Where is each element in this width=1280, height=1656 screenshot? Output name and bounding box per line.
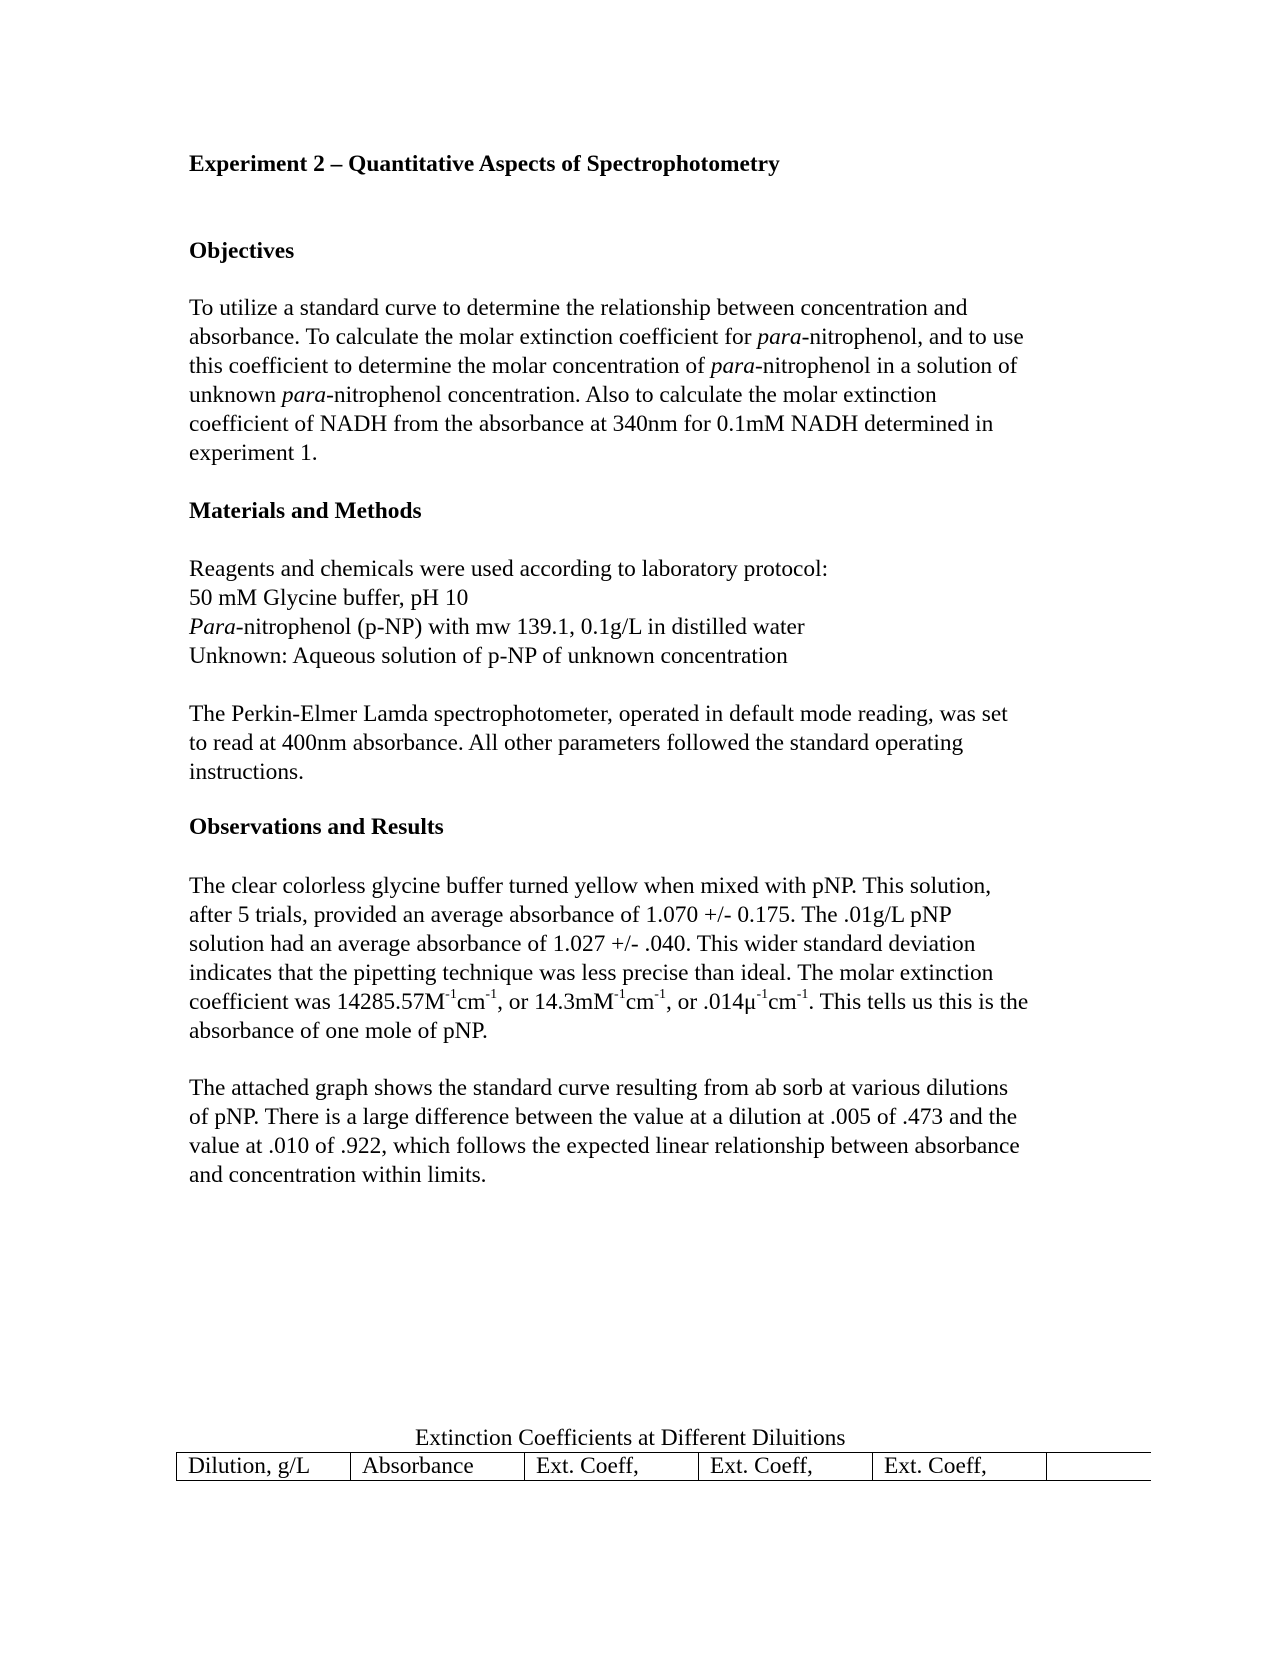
document-title: Experiment 2 – Quantitative Aspects of Spectrophotometry bbox=[189, 151, 780, 177]
superscript-text: -1 bbox=[796, 987, 809, 1003]
text-run: to read at 400nm absorbance. All other parameters followed the standard operating bbox=[189, 730, 964, 756]
text-run: -nitrophenol (p-NP) with mw 139.1, 0.1g/L in distilled water bbox=[235, 614, 805, 640]
text-line bbox=[189, 642, 1099, 671]
text-line bbox=[189, 294, 1099, 323]
text-line bbox=[189, 988, 1099, 1017]
text-run: -nitrophenol in a solution of bbox=[754, 353, 1018, 379]
observations-paragraph-2 bbox=[189, 1074, 1099, 1190]
text-run: -nitrophenol concentration. Also to calculate the molar extinction bbox=[326, 382, 937, 408]
text-run: cm bbox=[456, 989, 486, 1015]
materials-list bbox=[189, 555, 1099, 671]
text-run: , or 14.3mM bbox=[497, 989, 615, 1015]
text-line bbox=[189, 1017, 1099, 1046]
text-run: Reagents and chemicals were used according to laboratory protocol: bbox=[189, 556, 829, 582]
italic-text: para bbox=[281, 382, 327, 408]
observations-heading: Observations and Results bbox=[189, 814, 444, 840]
text-line bbox=[189, 410, 1099, 439]
italic-text: para bbox=[710, 353, 755, 379]
text-line bbox=[189, 1161, 1099, 1190]
text-line bbox=[189, 700, 1099, 729]
table-header-cell: Absorbance bbox=[351, 1453, 525, 1481]
text-run: , or .014μ bbox=[665, 989, 757, 1015]
superscript-text: -1 bbox=[756, 987, 769, 1003]
text-run: experiment 1. bbox=[189, 440, 318, 466]
text-run: solution had an average absorbance of 1.027 +/- .040. This wider standard deviation bbox=[189, 931, 976, 957]
text-run: absorbance. To calculate the molar extinction coefficient for bbox=[189, 324, 758, 350]
text-run: coefficient of NADH from the absorbance at 340nm for 0.1mM NADH determined in bbox=[189, 411, 994, 437]
superscript-text: -1 bbox=[485, 987, 498, 1003]
text-run: of pNP. There is a large difference between the value at a dilution at .005 of .473 and the bbox=[189, 1104, 1018, 1130]
text-run: indicates that the pipetting technique was less precise than ideal. The molar extinction bbox=[189, 960, 994, 986]
text-run: and concentration within limits. bbox=[189, 1162, 487, 1188]
objectives-heading: Objectives bbox=[189, 238, 295, 264]
text-line bbox=[189, 901, 1099, 930]
observations-paragraph-1 bbox=[189, 872, 1099, 1046]
text-line bbox=[189, 729, 1099, 758]
text-line bbox=[189, 381, 1099, 410]
text-run: 50 mM Glycine buffer, pH 10 bbox=[189, 585, 469, 611]
objectives-paragraph bbox=[189, 294, 1099, 468]
text-line bbox=[189, 613, 1099, 642]
text-run: after 5 trials, provided an average absorbance of 1.070 +/- 0.175. The .01g/L pNP bbox=[189, 902, 952, 928]
table-header-cell: Ext. Coeff, bbox=[525, 1453, 699, 1481]
text-line bbox=[189, 323, 1099, 352]
text-run: absorbance of one mole of pNP. bbox=[189, 1018, 488, 1044]
text-line bbox=[189, 1103, 1099, 1132]
italic-text: para bbox=[757, 324, 802, 350]
text-run: The Perkin-Elmer Lamda spectrophotometer, operated in default mode reading, was set bbox=[189, 701, 1008, 727]
italic-text: Para bbox=[189, 614, 236, 640]
superscript-text: -1 bbox=[614, 987, 626, 1003]
superscript-text: -1 bbox=[445, 987, 457, 1003]
table-header-cell: Ext. Coeff, bbox=[699, 1453, 873, 1481]
text-line bbox=[189, 930, 1099, 959]
text-run: unknown bbox=[189, 382, 282, 408]
materials-heading: Materials and Methods bbox=[189, 498, 422, 524]
text-run: coefficient was 14285.57M bbox=[189, 989, 446, 1015]
text-run: -nitrophenol, and to use bbox=[801, 324, 1024, 350]
text-run: cm bbox=[768, 989, 797, 1015]
extinction-coefficients-table bbox=[176, 1452, 1151, 1481]
table-header-cell bbox=[1047, 1453, 1151, 1481]
text-run: The clear colorless glycine buffer turned yellow when mixed with pNP. This solution, bbox=[189, 873, 992, 899]
text-run: value at .010 of .922, which follows the expected linear relationship between absorbance bbox=[189, 1133, 1020, 1159]
text-run: To utilize a standard curve to determine the relationship between concentration and bbox=[189, 295, 968, 321]
text-line bbox=[189, 1074, 1099, 1103]
table-caption: Extinction Coefficients at Different Diluitions bbox=[415, 1425, 846, 1451]
text-run: The attached graph shows the standard curve resulting from ab sorb at various dilutions bbox=[189, 1075, 1009, 1101]
table-header-row bbox=[177, 1453, 1151, 1481]
text-run: this coefficient to determine the molar concentration of bbox=[189, 353, 711, 379]
text-line bbox=[189, 352, 1099, 381]
text-run: Unknown: Aqueous solution of p-NP of unknown concentration bbox=[189, 643, 788, 669]
superscript-text: -1 bbox=[654, 987, 666, 1003]
text-line bbox=[189, 555, 1099, 584]
text-line bbox=[189, 959, 1099, 988]
text-line bbox=[189, 584, 1099, 613]
text-line bbox=[189, 439, 1099, 468]
text-run: cm bbox=[625, 989, 655, 1015]
text-line bbox=[189, 758, 1099, 787]
text-line bbox=[189, 1132, 1099, 1161]
table-header-cell: Ext. Coeff, bbox=[873, 1453, 1047, 1481]
text-line bbox=[189, 872, 1099, 901]
table-header-cell: Dilution, g/L bbox=[177, 1453, 351, 1481]
text-run: . This tells us this is the bbox=[808, 989, 1029, 1015]
text-run: instructions. bbox=[189, 759, 305, 785]
instrument-paragraph bbox=[189, 700, 1099, 787]
